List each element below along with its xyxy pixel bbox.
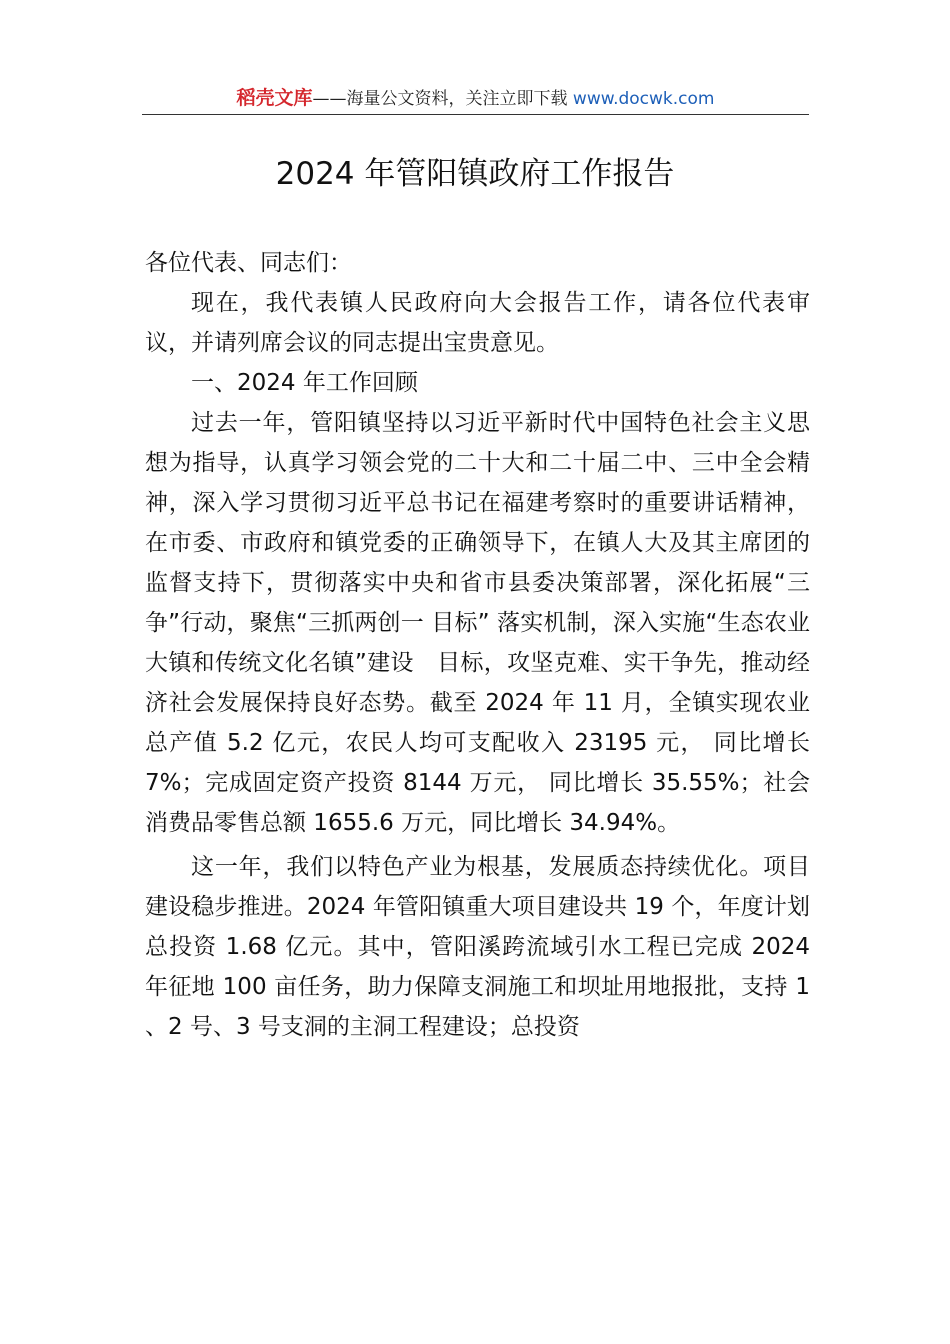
watermark-header xyxy=(142,84,809,114)
header-tagline: ——海量公文资料，关注立即下载 xyxy=(312,89,568,109)
header-divider xyxy=(142,114,809,115)
document-body xyxy=(145,243,810,1047)
website-link[interactable]: www.docwk.com xyxy=(572,89,715,109)
paragraph-intro: 现在，我代表镇人民政府向大会报告工作，请各位代表审议，并请列席会议的同志提出宝贵意见。 xyxy=(145,290,810,356)
brand-logo-text: 稻壳文库 xyxy=(236,87,313,109)
paragraph-review: 过去一年，管阳镇坚持以习近平新时代中国特色社会主义思想为指导，认真学习领会党的二十大和二十届二中、三中全会精神，深入学习贯彻习近平总书记在福建考察时的重要讲话精神，在市委、市政府和镇党委的正确领导下，在镇人大及其主席团的监督支持下，贯彻落实中央和省市县委决策部署，深化拓展“三争”行动，聚焦“三抓两创一 目标” 落实机制，深入实施“生态农业大镇和传统文化名镇”建设 目标，攻坚克难、实干争先，推动经济社会发展保持良好态势。截至 2024 年 11 月，全镇实现农业总产值 5.2 亿元，农民人均可支配收入 23195 元， 同比增长 7%；完成固定资产投资 8144 万元， 同比增长 35.55%；社会消费品零售总额 1655.6 万元，同比增长 34.94%。 xyxy=(145,410,810,836)
section-heading: 一、2024 年工作回顾 xyxy=(191,370,418,396)
document-title: 2024 年管阳镇政府工作报告 xyxy=(275,156,675,192)
paragraph-projects: 这一年，我们以特色产业为根基，发展质态持续优化。项目建设稳步推进。2024 年管阳镇重大项目建设共 19 个，年度计划总投资 1.68 亿元。其中，管阳溪跨流域引水工程已完成 2024 年征地 100 亩任务，助力保障支洞施工和坝址用地报批，支持 1 、2 号、3 号支洞的主洞工程建设；总投资 xyxy=(145,854,810,1040)
salutation: 各位代表、同志们： xyxy=(145,250,352,276)
